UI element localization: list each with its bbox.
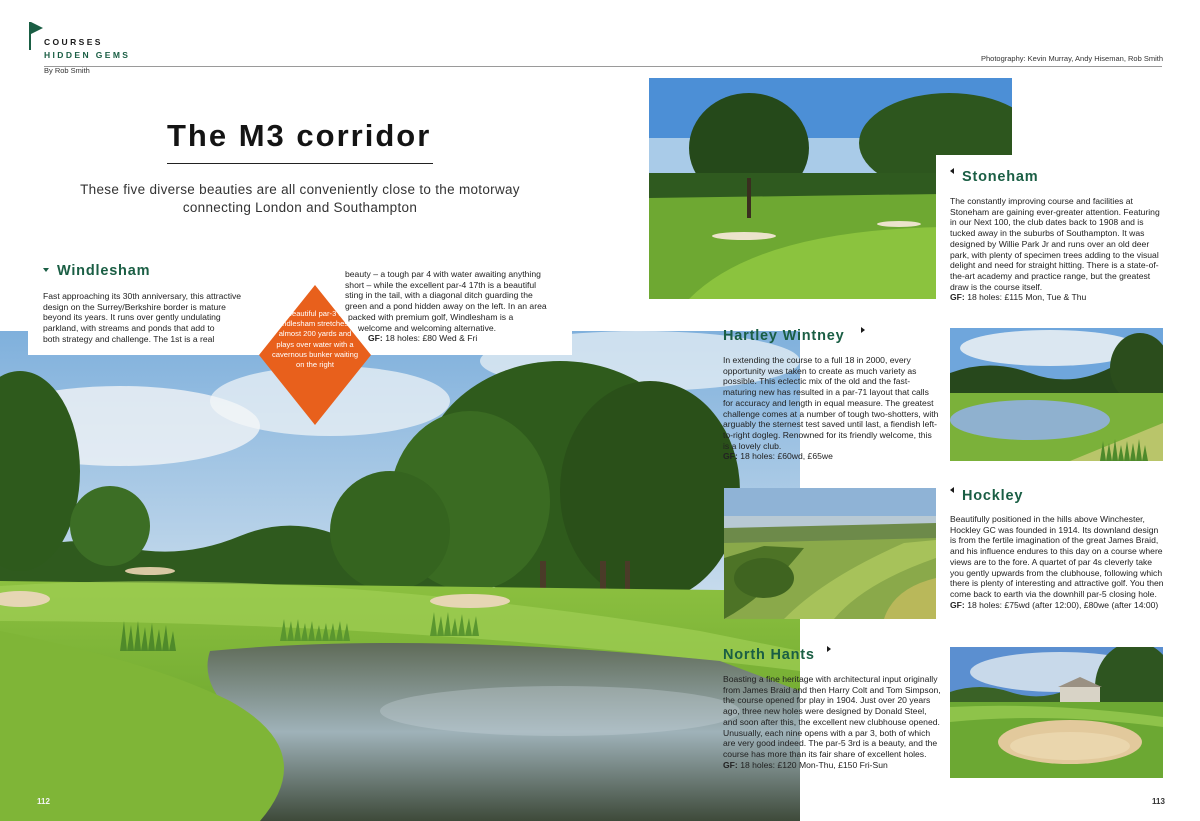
triangle-left-icon <box>950 487 954 493</box>
windlesham-photo <box>0 331 800 821</box>
triangle-right-icon <box>861 327 865 333</box>
text-line: short – while the excellent par-4 17th is a beautiful <box>345 279 537 290</box>
article-subtitle: These five diverse beauties are all conveniently close to the motorway connecting London and Southampton <box>80 182 520 215</box>
section-category: COURSES <box>44 37 103 47</box>
green-fee-value: 18 holes: £120 Mon-Thu, £150 Fri-Sun <box>740 759 888 770</box>
stoneham-body <box>950 196 1164 303</box>
article-title: The M3 corridor <box>167 118 432 153</box>
title-rule <box>167 163 433 164</box>
hartley-body <box>723 355 939 462</box>
photo-credit: Photography: Kevin Murray, Andy Hiseman, Rob Smith <box>980 54 1163 63</box>
stoneham-green-fee <box>950 292 1164 303</box>
text-line: beauty – a tough par 4 with water awaiting anything <box>345 269 541 279</box>
green-fee-value: 18 holes: £80 Wed & Fri <box>385 333 478 344</box>
hockley-title: Hockley <box>962 488 1024 504</box>
byline: By Rob Smith <box>44 66 90 75</box>
text-line: sting in the tail, with a diagonal ditch guarding the <box>345 290 533 301</box>
green-fee-value: 18 holes: £75wd (after 12:00), £80we (after 14:00) <box>967 599 1159 610</box>
section-subcategory: HIDDEN GEMS <box>44 50 131 60</box>
triangle-left-icon <box>950 168 954 174</box>
page-number-right: 113 <box>1152 797 1165 806</box>
header-rule <box>44 66 1162 67</box>
windlesham-col1 <box>43 291 273 345</box>
triangle-down-icon <box>43 268 49 272</box>
section-label <box>44 36 130 62</box>
hartley-green-fee <box>723 451 939 462</box>
flag-pennant <box>31 22 43 34</box>
triangle-right-icon <box>827 646 831 652</box>
hockley-body <box>950 514 1164 610</box>
green-fee-label: GF: <box>723 451 738 462</box>
green-fee-label: GF: <box>723 759 738 770</box>
text-line: beyond its years. It runs over gently undulating <box>43 312 221 323</box>
page-number-left: 112 <box>37 797 50 806</box>
text-line: design on the Surrey/Berkshire border is mature <box>43 301 226 312</box>
northhants-body <box>723 674 941 770</box>
windlesham-green-fee <box>345 333 570 344</box>
text-line: parkland, with streams and ponds that add to <box>43 323 215 334</box>
windlesham-title: Windlesham <box>57 263 151 279</box>
hartley-text: In extending the course to a full 18 in 2000, every opportunity was taken to create as much variety as possible. This eclectic mix of the old and the fast-maturing new has resulted in a par-71 layout that calls for accuracy and length in equal measure. The greatest challenge comes at a number of tough two-shotters, with arguably the sternest test saved until last, a fiendish left-to-right dogleg. Renowned for its friendly welcome, this is a lovely club. <box>723 355 939 451</box>
green-fee-value: 18 holes: £60wd, £65we <box>740 451 833 462</box>
windlesham-col2 <box>345 269 570 344</box>
green-fee-label: GF: <box>368 333 383 344</box>
hockley-green-fee <box>950 600 1164 611</box>
text-line: welcome and welcoming alternative. <box>358 322 497 333</box>
hartley-title: Hartley Wintney <box>723 328 845 344</box>
text-line: both strategy and challenge. The 1st is a real <box>43 333 215 344</box>
text-line: Fast approaching its 30th anniversary, this attractive <box>43 291 242 301</box>
stoneham-title: Stoneham <box>962 169 1039 185</box>
hockley-text: Beautifully positioned in the hills above Winchester, Hockley GC was founded in 1914. Its downland design is from the fertile imagination of the great James Braid, and his influence endures to this day on a course where views are to the fore. A quartet of par 4s cleverly take you gently upwards from the clubhouse, following which there is plenty of interesting and attractive golf. You then come back to earth via the downhill par-5 closing hole. <box>950 514 1164 599</box>
text-line: packed with premium golf, Windlesham is a <box>348 311 514 322</box>
stoneham-text: The constantly improving course and facilities at Stoneham are gaining ever-greater attention. Featuring in our Next 100, the club dates back to 1908 and is tucked away in the suburbs of Southampton. It was designed by Willie Park Jr and runs over an old deer park, with plenty of specimen trees adding to the visual delight and need for straight hitting. There is a state-of-the-art academy and practice range, but the greatest draw is the course itself. <box>950 196 1160 292</box>
hartley-photo <box>950 328 1163 461</box>
northhants-green-fee <box>723 760 941 771</box>
text-line: green and a pond hidden away on the left. In an area <box>345 301 547 312</box>
green-fee-value: 18 holes: £115 Mon, Tue & Thu <box>967 292 1087 303</box>
northhants-photo <box>950 647 1163 778</box>
hockley-photo <box>724 488 936 619</box>
northhants-title: North Hants <box>723 647 815 663</box>
northhants-text: Boasting a fine heritage with architectural input originally from James Braid and then Harry Colt and Tom Simpson, the course opened for play in 1904. Just over 20 years ago, three new holes were designed by Donald Steel, and soon after this, the excellent new clubhouse opened. Unusually, each nine opens with a par 3, both of which are very good indeed. The par-5 3rd is a beauty, and the course has more than its fair share of excellent holes. <box>723 674 941 759</box>
green-fee-label: GF: <box>950 292 965 303</box>
green-fee-label: GF: <box>950 599 965 610</box>
callout-text: The beautiful par-3 8th at Windlesham stretches to almost 200 yards and plays over water with a cavernous bunker waiting on the right <box>271 309 359 370</box>
